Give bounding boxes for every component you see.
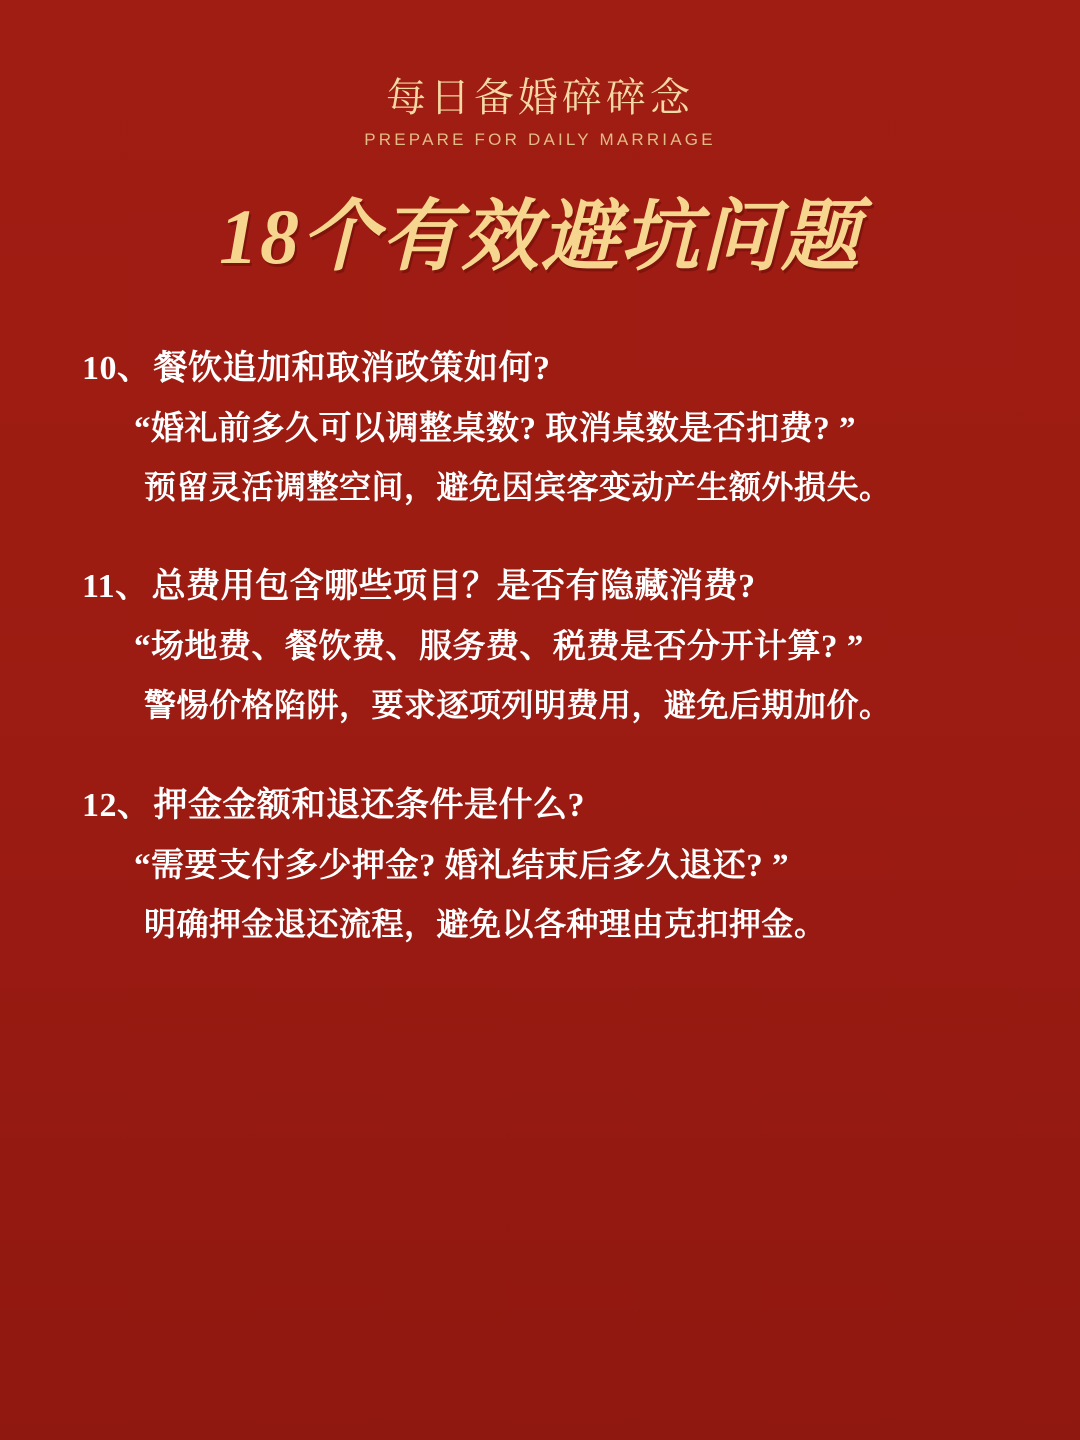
item-question: 餐饮追加和取消政策如何? [153, 349, 551, 387]
list-item [82, 783, 1002, 947]
brand-title-cn: 每日备婚碎碎念 [386, 76, 694, 120]
question-line [82, 783, 1002, 829]
item-quote: “场地费、餐饮费、服务费、税费是否分开计算? ” [134, 629, 864, 666]
item-question: 押金金额和退还条件是什么? [153, 786, 585, 824]
list-item [82, 346, 1002, 510]
question-list [0, 346, 1080, 947]
page-title: 18个有效避坑问题 [218, 193, 861, 280]
item-number: 10、 [82, 349, 152, 387]
question-line [82, 346, 1002, 392]
item-question: 总费用包含哪些项目？是否有隐藏消费? [151, 568, 756, 606]
item-note: 警惕价格陷阱，要求逐项列明费用，避免后期加价。 [144, 687, 892, 724]
item-number: 11、 [82, 568, 150, 606]
item-quote: “需要支付多少押金? 婚礼结束后多久退还? ” [134, 847, 789, 884]
brand-header [0, 0, 1080, 150]
question-line [82, 564, 1002, 610]
brand-subtitle-en: PREPARE FOR DAILY MARRIAGE [364, 130, 716, 149]
item-note: 预留灵活调整空间，避免因宾客变动产生额外损失。 [144, 468, 892, 505]
list-item [82, 564, 1002, 728]
item-number: 12、 [82, 786, 152, 824]
item-quote: “婚礼前多久可以调整桌数? 取消桌数是否扣费? ” [134, 410, 856, 447]
item-note: 明确押金退还流程，避免以各种理由克扣押金。 [144, 905, 827, 942]
